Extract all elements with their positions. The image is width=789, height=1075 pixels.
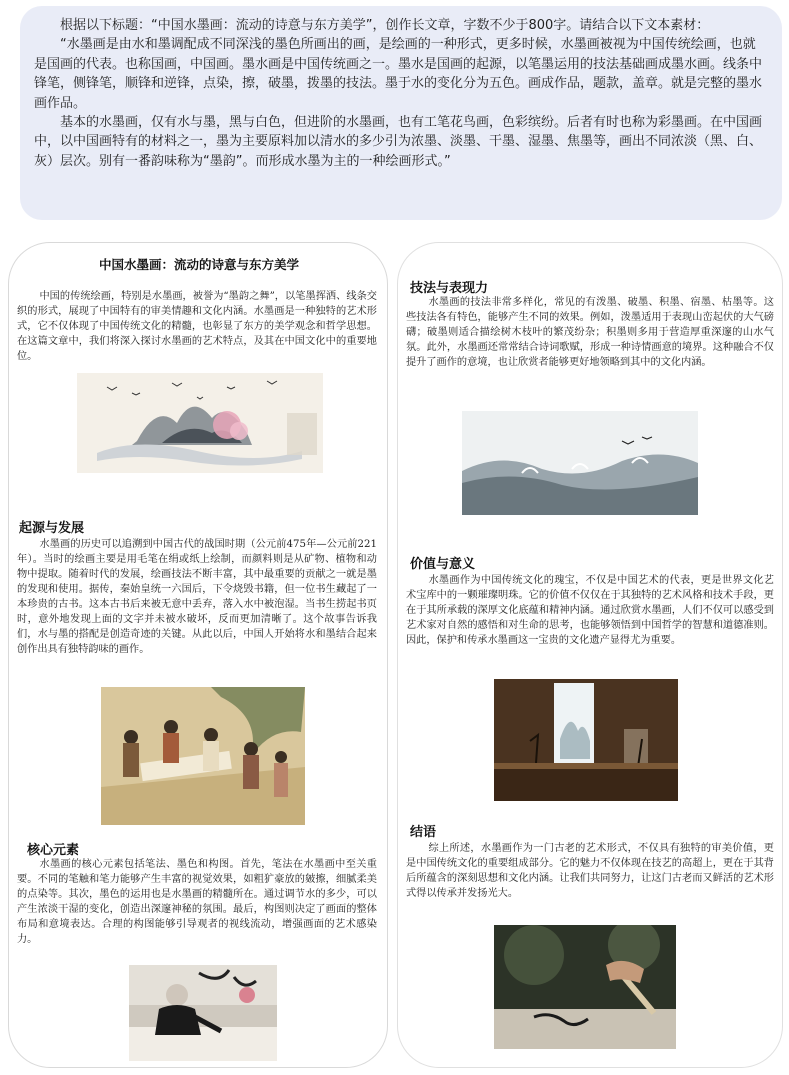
article-title: 中国水墨画：流动的诗意与东方美学: [98, 257, 299, 272]
ink-landscape-scroll-image: [77, 373, 323, 473]
section-body-core: 水墨画的核心元素包括笔法、墨色和构图。首先，笔法在水墨画中至关重要。不同的笔触和笔力能够产生丰富的视觉效果，如粗犷豪放的皴擦，细腻柔美的点染等。其次，墨色的运用也是水墨画的精髓所在。通过调节水的多少，可以产生浓淡干湿的变化，创造出深邃神秘的氛围。最后，构图则决定了画面的整体布局和意境表达。合理的构图能够引导观者的视线流动，增强画面的艺术感染力。: [17, 859, 377, 945]
brush-calligraphy-photo: [494, 925, 676, 1049]
user-prompt-bubble: [20, 6, 782, 220]
section-heading-origin: 起源与发展: [19, 521, 85, 536]
prompt-material-paragraph-1: “水墨画是由水和墨调配成不同深浅的墨色所画出的画，是绘画的一种形式，更多时候，水墨画被视为中国传统绘画，也就是国画的代表。也称国画，中国画。墨水画是中国传统画之一。墨水是国画的起源，以笔墨运用的技法基础画成墨水画。线条中锋笔，侧锋笔，顺锋和逆锋，点染，擦，破墨，拨墨的技法。墨于水的变化分为五色。画成作品，题款，盖章。就是完整的墨水画作品。: [34, 37, 763, 111]
ancient-figures-painting-image: [101, 687, 305, 825]
section-heading-value: 价值与意义: [410, 557, 476, 572]
intro-paragraph: 中国的传统绘画，特别是水墨画，被誉为“墨韵之舞”，以笔墨挥洒、线条交织的形式，展现了中国特有的审美情趣和文化内涵。水墨画是一种独特的艺术形式，它不仅体现了中国传统文化的精髓，也彰显了东方的美学观念和哲学思想。在这篇文章中，我们将深入探讨水墨画的艺术特点，及其在中国文化中的重要地位。: [17, 291, 377, 362]
section-body-conclusion: 综上所述，水墨画作为一门古老的艺术形式，不仅具有独特的审美价值，更是中国传统文化的重要组成部分。它的魅力不仅体现在技艺的高超上，更在于其背后所蕴含的深刻思想和文化内涵。让我们共同努力，让这门古老而又鲜活的艺术形式得以传承并发扬光大。: [406, 843, 774, 899]
section-heading-conclusion: 结语: [410, 825, 437, 840]
article-panel-right: [397, 242, 783, 1068]
prompt-instruction: 根据以下标题：“中国水墨画：流动的诗意与东方美学”，创作长文章，字数不少于800字。请结合以下文本素材：: [60, 18, 710, 33]
ink-seascape-painting-image: [462, 411, 698, 515]
artist-painting-photo: [129, 965, 277, 1061]
section-body-origin: 水墨画的历史可以追溯到中国古代的战国时期（公元前475年—公元前221年）。当时的绘画主要是用毛笔在绢或纸上绘制，而颜料则是从矿物、植物和动物中提取。随着时代的发展，绘画技法不断丰富，其中最重要的贡献之一就是墨的发现和使用。据传，秦始皇统一六国后，下令烧毁书籍，但一位书生藏起了一本珍贵的古书。这本古书后来被无意中丢弃，落入水中被泡湿。当书生捞起书页时，意外地发现上面的文字并未被水破坏，反而更加清晰了。这个故事告诉我们，水与墨的搭配是创造奇迹的关键。从此以后，中国人开始将水和墨结合起来创作出具有独特韵味的画作。: [17, 539, 377, 655]
section-heading-technique: 技法与表现力: [410, 281, 489, 296]
prompt-material-paragraph-2: 基本的水墨画，仅有水与墨，黑与白色，但进阶的水墨画，也有工笔花鸟画，色彩缤纷。后者有时也称为彩墨画。在中国画中，以中国画特有的材料之一，墨为主要原料加以清水的多少引为浓墨、淡墨、干墨、湿墨、焦墨等，画出不同浓淡（黑、白、灰）层次。别有一番韵味称为“墨韵”。而形成水墨为主的一种绘画形式。”: [34, 115, 763, 169]
section-body-technique: 水墨画的技法非常多样化，常见的有泼墨、破墨、积墨、宿墨、枯墨等。这些技法各有特色，能够产生不同的效果。例如，泼墨适用于表现山峦起伏的大气磅礴；破墨则适合描绘树木枝叶的繁茂纷杂；积墨则多用于营造厚重深邃的山水气氛。此外，水墨画还常常结合诗词歌赋，形成一种诗情画意的境界。这种融合不仅提升了画作的意境，也让欣赏者能够更好地领略到其中的文化内涵。: [406, 297, 774, 368]
section-heading-core: 核心元素: [27, 843, 80, 858]
section-body-value: 水墨画作为中国传统文化的瑰宝，不仅是中国艺术的代表，更是世界文化艺术宝库中的一颗璀璨明珠。它的价值不仅仅在于其独特的艺术风格和技术手段，更在于其所承载的深厚文化底蕴和精神内涵。通过欣赏水墨画，人们不仅可以感受到艺术家对自然的感悟和对生命的思考，也能够领悟到中国哲学的智慧和道德准则。因此，保护和传承水墨画这一宝贵的文化遗产显得尤为重要。: [406, 575, 774, 646]
museum-exhibit-photo: [494, 679, 678, 801]
article-panel-left: [8, 242, 388, 1068]
